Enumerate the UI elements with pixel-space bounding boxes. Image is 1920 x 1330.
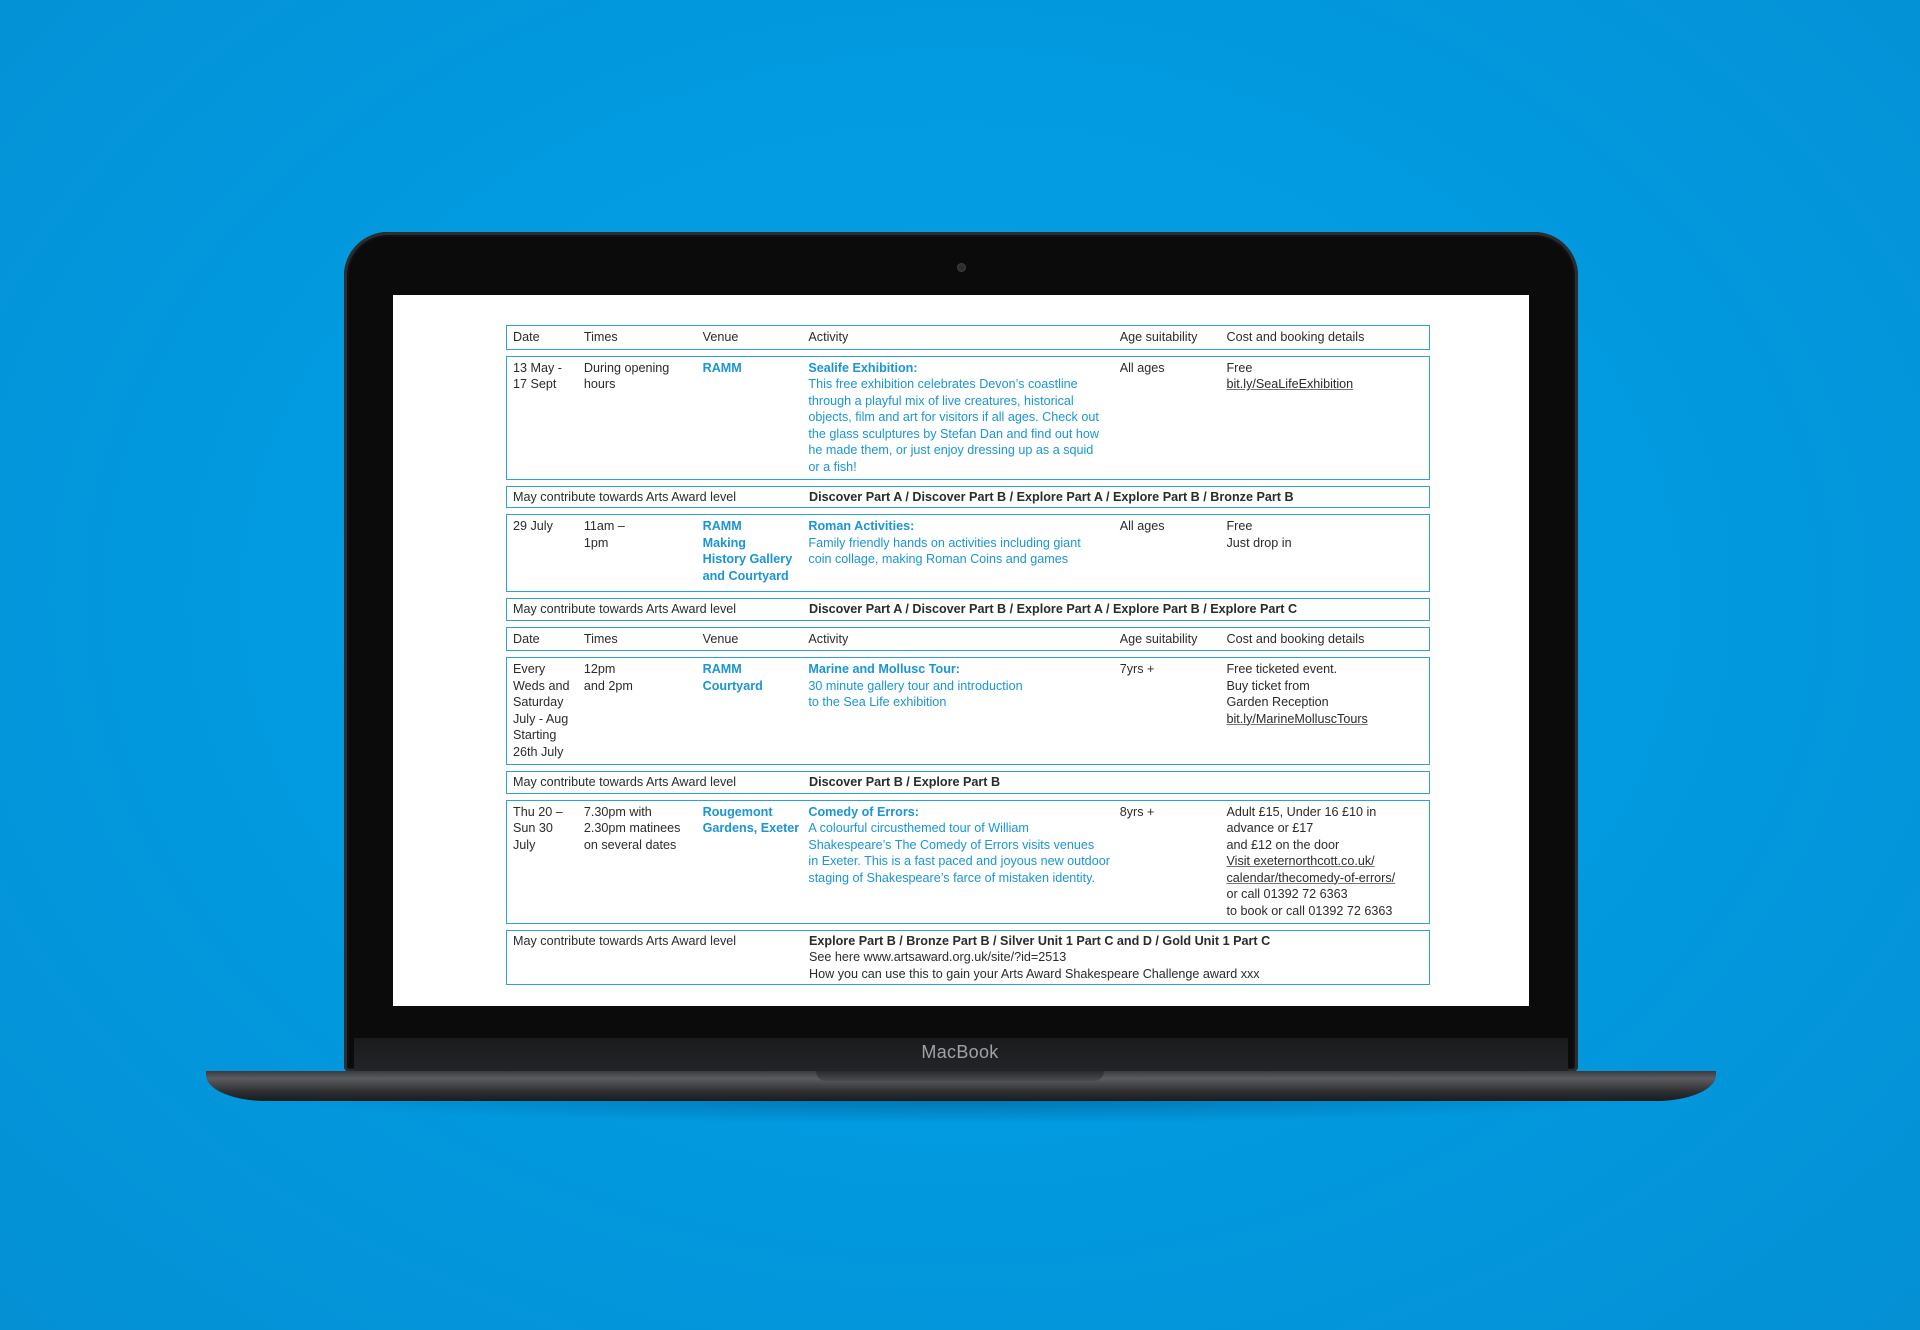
cost-line: and £12 on the door xyxy=(1226,837,1340,852)
activity-line: coin collage, making Roman Coins and games xyxy=(808,552,1069,566)
award-levels xyxy=(803,489,1423,506)
activity-line: or a fish! xyxy=(808,459,857,474)
times-line: 7.30pm with xyxy=(583,804,652,819)
booking-link[interactable]: bit.ly/MarineMolluscTours xyxy=(1226,711,1368,726)
date-line: July - Aug xyxy=(513,711,569,726)
date-line: 29 July xyxy=(513,519,553,533)
times-line: During opening xyxy=(583,360,670,375)
header-cost: Cost and booking details xyxy=(1226,330,1365,344)
venue-line: History Gallery xyxy=(702,552,793,566)
activity-line: objects, film and art for visitors if all ages. Check out xyxy=(808,410,1099,424)
event-venue xyxy=(697,804,803,920)
date-line: Thu 20 – xyxy=(513,804,563,819)
event-venue xyxy=(697,360,803,476)
activity-title: Roman Activities: xyxy=(808,519,915,533)
cost-line: Adult £15, Under 16 £10 in xyxy=(1226,804,1377,819)
screen xyxy=(393,295,1529,1006)
activity-line: A colourful circusthemed tour of William xyxy=(808,821,1029,835)
event-cost xyxy=(1220,518,1429,584)
header-date: Date xyxy=(513,631,540,646)
laptop-shadow xyxy=(260,1098,1660,1124)
device-brand-label: MacBook xyxy=(921,1042,999,1062)
event-venue xyxy=(697,661,803,760)
date-line: Every xyxy=(513,662,546,676)
event-times xyxy=(578,360,697,476)
event-cost xyxy=(1220,804,1429,920)
times-line: 11am – xyxy=(583,519,625,533)
event-cost xyxy=(1220,360,1429,476)
award-levels xyxy=(803,933,1423,983)
venue-line: Courtyard xyxy=(702,678,763,693)
award-label: May contribute towards Arts Award level xyxy=(513,933,737,948)
date-line: Sun 30 xyxy=(513,821,553,835)
date-line: July xyxy=(513,837,536,852)
award-label: May contribute towards Arts Award level xyxy=(513,602,737,616)
date-line: 26th July xyxy=(513,744,564,759)
activity-line: through a playful mix of live creatures, historical xyxy=(808,393,1074,408)
cost-line: Garden Reception xyxy=(1226,695,1329,709)
event-times xyxy=(578,518,697,584)
cost-line: to book or call 01392 72 6363 xyxy=(1226,903,1393,918)
event-age: 8yrs + xyxy=(1119,804,1155,819)
laptop-notch xyxy=(816,1071,1104,1081)
activity-line: to the Sea Life exhibition xyxy=(808,695,947,709)
award-label: May contribute towards Arts Award level xyxy=(513,775,737,789)
activity-title: Comedy of Errors: xyxy=(808,804,919,819)
cost-line: Buy ticket from xyxy=(1226,678,1310,693)
venue-line: RAMM xyxy=(702,519,742,533)
venue-line: RAMM xyxy=(702,360,742,375)
date-line: Starting xyxy=(513,728,557,742)
cost-line: Free xyxy=(1226,519,1253,533)
activity-line: in Exeter. This is a fast paced and joyous new outdoor xyxy=(808,854,1110,868)
event-cost xyxy=(1220,661,1429,760)
activity-title: Sealife Exhibition: xyxy=(808,360,918,375)
cost-line: Just drop in xyxy=(1226,535,1292,550)
event-age: All ages xyxy=(1119,360,1165,375)
times-line: on several dates xyxy=(583,837,677,852)
booking-link[interactable]: calendar/thecomedy-of-errors/ xyxy=(1226,870,1396,885)
venue-line: Making xyxy=(702,535,746,550)
event-times xyxy=(578,661,697,760)
award-line: How you can use this to gain your Arts Award Shakespeare Challenge award xxx xyxy=(809,966,1260,981)
event-activity xyxy=(802,804,1113,920)
venue-line: Gardens, Exeter xyxy=(702,821,800,835)
venue-line: Rougemont xyxy=(702,804,773,819)
event-age: 7yrs + xyxy=(1119,662,1155,676)
venue-line: RAMM xyxy=(702,662,742,676)
activity-line: staging of Shakespeare’s farce of mistaken identity. xyxy=(808,870,1095,885)
activity-line: the glass sculptures by Stefan Dan and find out how xyxy=(808,426,1099,441)
camera-icon xyxy=(957,263,966,272)
event-times xyxy=(578,804,697,920)
event-row xyxy=(506,514,1430,592)
activity-title: Marine and Mollusc Tour: xyxy=(808,662,960,676)
award-row xyxy=(506,486,1430,509)
date-line: Weds and xyxy=(513,678,570,693)
activity-line: Shakespeare’s The Comedy of Errors visits venues xyxy=(808,837,1095,852)
event-row xyxy=(506,356,1430,480)
award-line: Discover Part A / Discover Part B / Explore Part A / Explore Part B / Bronze Part B xyxy=(809,489,1294,504)
venue-line: and Courtyard xyxy=(702,568,789,583)
booking-link[interactable]: bit.ly/SeaLifeExhibition xyxy=(1226,377,1354,391)
times-line: 1pm xyxy=(583,535,609,550)
date-line: 17 Sept xyxy=(513,377,557,391)
booking-link[interactable]: Visit exeternorthcott.co.uk/ xyxy=(1226,854,1375,868)
event-date xyxy=(507,360,578,476)
award-row xyxy=(506,598,1430,621)
event-row xyxy=(506,657,1430,765)
event-row xyxy=(506,800,1430,924)
date-line: 13 May - xyxy=(513,360,562,375)
cost-line: Free ticketed event. xyxy=(1226,662,1338,676)
cost-line: or call 01392 72 6363 xyxy=(1226,887,1348,901)
activity-line: Family friendly hands on activities including giant xyxy=(808,535,1081,550)
times-line: and 2pm xyxy=(583,678,633,693)
header-venue: Venue xyxy=(702,330,739,344)
times-line: hours xyxy=(583,377,616,391)
date-line: Saturday xyxy=(513,695,564,709)
award-line: Explore Part B / Bronze Part B / Silver Unit 1 Part C and D / Gold Unit 1 Part C xyxy=(809,933,1271,948)
award-label: May contribute towards Arts Award level xyxy=(513,489,737,504)
event-activity xyxy=(802,518,1113,584)
header-date: Date xyxy=(513,330,540,344)
header-times: Times xyxy=(583,631,618,646)
activity-line: he made them, or just enjoy dressing up as a squid xyxy=(808,443,1094,457)
header-activity: Activity xyxy=(808,631,849,646)
times-line: 2.30pm matinees xyxy=(583,821,681,835)
header-times: Times xyxy=(583,330,618,344)
activity-line: 30 minute gallery tour and introduction xyxy=(808,678,1023,693)
times-line: 12pm xyxy=(583,662,616,676)
header-age: Age suitability xyxy=(1119,631,1198,646)
event-activity xyxy=(802,360,1113,476)
header-age: Age suitability xyxy=(1119,330,1198,344)
header-activity: Activity xyxy=(808,330,849,344)
award-line: See here www.artsaward.org.uk/site/?id=2513 xyxy=(809,950,1067,964)
events-document xyxy=(506,325,1430,991)
event-date xyxy=(507,661,578,760)
award-levels xyxy=(803,774,1423,791)
award-line: Discover Part B / Explore Part B xyxy=(809,775,1001,789)
award-line: Discover Part A / Discover Part B / Explore Part A / Explore Part B / Explore Part C xyxy=(809,602,1298,616)
cost-line: Free xyxy=(1226,360,1253,375)
award-row xyxy=(506,771,1430,794)
event-age: All ages xyxy=(1119,519,1165,533)
header-venue: Venue xyxy=(702,631,739,646)
event-date xyxy=(507,804,578,920)
award-row xyxy=(506,930,1430,986)
header-cost: Cost and booking details xyxy=(1226,631,1365,646)
table-header xyxy=(506,627,1430,652)
activity-line: This free exhibition celebrates Devon’s coastline xyxy=(808,377,1078,391)
award-levels xyxy=(803,601,1423,618)
table-header xyxy=(506,325,1430,350)
event-date xyxy=(507,518,578,584)
cost-line: advance or £17 xyxy=(1226,821,1314,835)
event-activity xyxy=(802,661,1113,760)
event-venue xyxy=(697,518,803,584)
